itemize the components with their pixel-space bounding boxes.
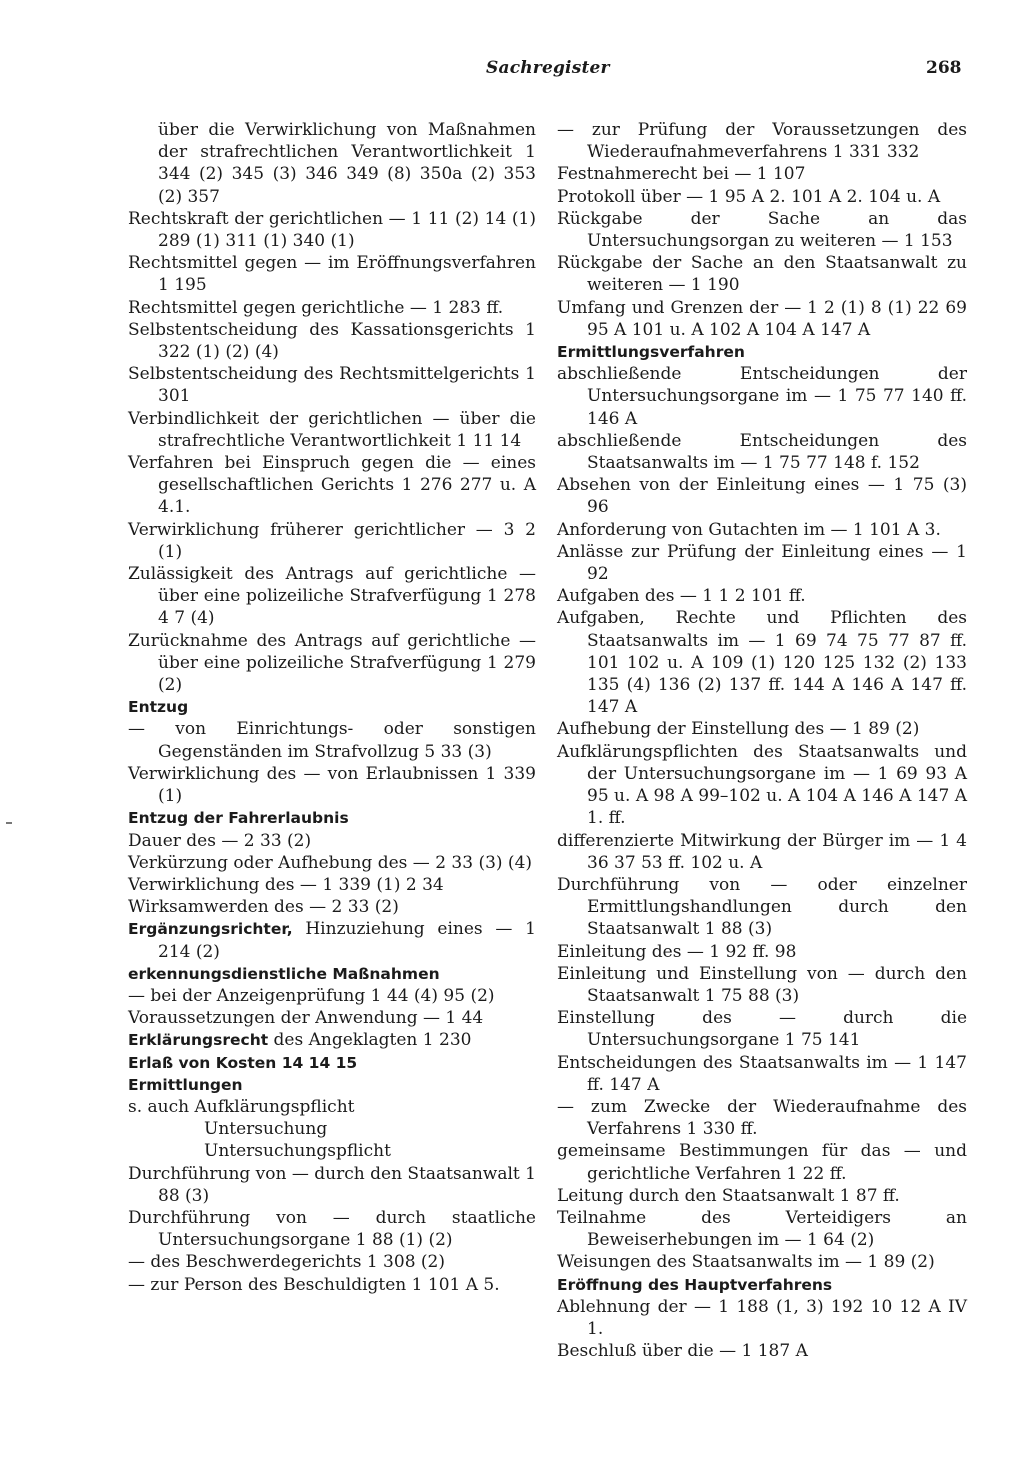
index-entry xyxy=(128,918,536,962)
index-entry-text: Verbindlichkeit der gerichtlichen — über die strafrechtliche Verantwortlichkeit 1 11 14 xyxy=(128,408,536,451)
index-entry xyxy=(557,186,967,208)
index-entry-text: Eröffnung des Hauptverfahrens xyxy=(557,1275,833,1294)
index-entry xyxy=(557,252,967,296)
index-entry xyxy=(128,297,536,319)
index-entry xyxy=(128,252,536,296)
index-entry-text: Erlaß von Kosten 14 14 15 xyxy=(128,1053,358,1072)
index-entry-text: Untersuchung xyxy=(204,1119,328,1140)
index-entry-text: gemeinsame Bestimmungen für das — und gerichtliche Verfahren 1 22 ff. xyxy=(557,1141,967,1184)
index-entry-text: Durchführung von — durch staatliche Untersuchungsorgane 1 88 (1) (2) xyxy=(128,1207,536,1251)
index-entry-text: — des Beschwerdegerichts 1 308 (2) xyxy=(128,1252,445,1273)
index-entry-text: Verwirklichung des — 1 339 (1) 2 34 xyxy=(128,874,444,895)
index-entry-text: Aufgaben, Rechte und Pflichten des Staatsanwalts im — 1 69 74 75 77 87 ff. 101 102 u. A 109 (1) 120 125 132 (2) 133 135 (4) 136 (2) 137 ff. 144 A 146 A 147 ff. 147 A xyxy=(557,608,967,718)
index-entry-text: Aufhebung der Einstellung des — 1 89 (2) xyxy=(557,719,920,740)
index-entry xyxy=(557,1052,967,1096)
index-entry xyxy=(128,119,536,208)
index-entry-text: über die Verwirklichung von Maßnahmen der strafrechtlichen Verantwortlichkeit 1 344 (2) 345 (3) 346 349 (8) 350a (2) 353 (2) 357 xyxy=(158,120,536,207)
index-entry-text: des Angeklagten 1 230 xyxy=(268,1030,472,1051)
index-entry-text: — bei der Anzeigenprüfung 1 44 (4) 95 (2) xyxy=(128,985,495,1006)
index-entry xyxy=(128,1251,536,1273)
index-entry-text: Anforderung von Gutachten im — 1 101 A 3. xyxy=(557,519,941,540)
index-entry xyxy=(557,297,967,341)
index-entry xyxy=(557,963,967,1007)
index-entry xyxy=(557,741,967,830)
index-entry-text: Umfang und Grenzen der — 1 2 (1) 8 (1) 22 69 95 A 101 u. A 102 A 104 A 147 A xyxy=(557,297,967,340)
index-entry xyxy=(557,718,967,740)
index-entry xyxy=(128,896,536,918)
index-entry-text: Wirksamwerden des — 2 33 (2) xyxy=(128,897,399,918)
index-entry xyxy=(128,1096,536,1118)
index-entry xyxy=(557,1340,967,1362)
index-entry xyxy=(557,541,967,585)
index-entry-text: Hinzuziehung eines — 1 214 (2) xyxy=(158,919,536,962)
index-entry xyxy=(557,585,967,607)
index-entry xyxy=(128,985,536,1007)
index-entry-text: Einstellung des — durch die Untersuchungsorgane 1 75 141 xyxy=(557,1008,967,1051)
index-entry xyxy=(557,607,967,718)
index-entry-text: Ermittlungen xyxy=(128,1075,243,1094)
index-heading xyxy=(128,1052,536,1074)
margin-mark xyxy=(6,822,12,824)
index-entry-text: Teilnahme des Verteidigers an Beweiserhebungen im — 1 64 (2) xyxy=(557,1207,967,1251)
index-entry xyxy=(557,1140,967,1184)
index-entry xyxy=(557,474,967,518)
index-entry-text: — von Einrichtungs- oder sonstigen Gegenständen im Strafvollzug 5 33 (3) xyxy=(128,719,536,762)
index-entry-text: Ermittlungsverfahren xyxy=(557,343,745,362)
index-entry-text: Beschluß über die — 1 187 A xyxy=(557,1341,808,1362)
index-entry-text: — zum Zwecke der Wiederaufnahme des Verfahrens 1 330 ff. xyxy=(557,1096,967,1140)
index-entry xyxy=(128,519,536,563)
index-entry xyxy=(557,1251,967,1273)
index-entry xyxy=(128,763,536,807)
index-entry-text: abschließende Entscheidungen der Untersuchungsorgane im — 1 75 77 140 ff. 146 A xyxy=(557,364,967,429)
index-entry-text: Rechtsmittel gegen — im Eröffnungsverfahren 1 195 xyxy=(128,253,536,296)
index-entry-text: Rückgabe der Sache an das Untersuchungsorgan zu weiteren — 1 153 xyxy=(557,208,967,252)
index-entry-text: Ablehnung der — 1 188 (1, 3) 192 10 12 A IV 1. xyxy=(557,1296,967,1339)
index-entry-text: erkennungsdienstliche Maßnahmen xyxy=(128,964,440,983)
index-entry xyxy=(557,1096,967,1140)
index-heading xyxy=(128,807,536,829)
index-entry-text: Verwirklichung früherer gerichtlicher — 3 2 (1) xyxy=(128,519,536,562)
index-entry xyxy=(557,1296,967,1340)
index-entry xyxy=(557,208,967,252)
index-entry xyxy=(128,363,536,407)
index-entry-text: Entscheidungen des Staatsanwalts im — 1 147 ff. 147 A xyxy=(557,1052,967,1095)
index-entry xyxy=(128,874,536,896)
index-entry xyxy=(557,830,967,874)
index-heading xyxy=(128,1074,536,1096)
index-entry-text: Selbstentscheidung des Rechtsmittelgerichts 1 301 xyxy=(128,364,536,407)
index-entry-text: Weisungen des Staatsanwalts im — 1 89 (2) xyxy=(557,1252,935,1273)
index-entry-text: Anlässe zur Prüfung der Einleitung eines — 1 92 xyxy=(557,541,967,585)
index-heading xyxy=(557,1274,967,1296)
index-entry xyxy=(557,941,967,963)
index-entry-text: Rechtskraft der gerichtlichen — 1 11 (2) 14 (1) 289 (1) 311 (1) 340 (1) xyxy=(128,208,536,252)
index-entry-text: Durchführung von — oder einzelner Ermittlungshandlungen durch den Staatsanwalt 1 88 (3) xyxy=(557,874,967,940)
index-entry xyxy=(128,630,536,697)
index-entry xyxy=(128,452,536,519)
index-column-left xyxy=(128,119,536,1296)
index-entry xyxy=(557,163,967,185)
index-entry xyxy=(557,363,967,430)
index-entry-text: Leitung durch den Staatsanwalt 1 87 ff. xyxy=(557,1185,900,1206)
index-entry xyxy=(128,408,536,452)
index-entry-text: Festnahmerecht bei — 1 107 xyxy=(557,164,806,185)
index-entry xyxy=(128,319,536,363)
index-entry-text: differenzierte Mitwirkung der Bürger im — 1 4 36 37 53 ff. 102 u. A xyxy=(557,830,967,873)
index-entry xyxy=(128,718,536,762)
index-entry-keyword: Ergänzungsrichter, xyxy=(128,920,293,939)
running-header-title: Sachregister xyxy=(486,58,610,78)
index-entry-text: Einleitung des — 1 92 ff. 98 xyxy=(557,941,797,962)
index-entry-text: Einleitung und Einstellung von — durch den Staatsanwalt 1 75 88 (3) xyxy=(557,963,967,1006)
index-entry-text: Verwirklichung des — von Erlaubnissen 1 339 (1) xyxy=(128,763,536,807)
index-entry-text: Durchführung von — durch den Staatsanwalt 1 88 (3) xyxy=(128,1163,536,1206)
index-heading xyxy=(128,696,536,718)
index-entry xyxy=(128,208,536,252)
index-entry xyxy=(557,874,967,941)
index-entry xyxy=(557,430,967,474)
index-entry-text: Zulässigkeit des Antrags auf gerichtliche — über eine polizeiliche Strafverfügung 1 278 4 7 (4) xyxy=(128,564,536,629)
index-entry xyxy=(557,1207,967,1251)
index-entry-text: Dauer des — 2 33 (2) xyxy=(128,830,312,851)
index-entry-text: Entzug xyxy=(128,698,189,717)
page-number: 268 xyxy=(926,58,962,78)
index-entry xyxy=(128,1029,536,1051)
index-entry-text: Zurücknahme des Antrags auf gerichtliche — über eine polizeiliche Strafverfügung 1 279 (2) xyxy=(128,630,536,696)
index-entry xyxy=(557,519,967,541)
index-entry-text: Voraussetzungen der Anwendung — 1 44 xyxy=(128,1008,484,1029)
index-entry-text: Aufklärungspflichten des Staatsanwalts und der Untersuchungsorgane im — 1 69 93 A 95 u. A 98 A 99–102 u. A 104 A 146 A 147 A 1. ff. xyxy=(557,741,967,829)
index-entry xyxy=(128,830,536,852)
index-entry-text: — zur Prüfung der Voraussetzungen des Wiederaufnahmeverfahrens 1 331 332 xyxy=(557,120,967,163)
index-heading xyxy=(557,341,967,363)
index-entry xyxy=(128,1163,536,1207)
index-entry xyxy=(557,1185,967,1207)
index-entry-text: Absehen von der Einleitung eines — 1 75 (3) 96 xyxy=(557,475,967,518)
index-entry-text: Protokoll über — 1 95 A 2. 101 A 2. 104 u. A xyxy=(557,186,941,207)
index-entry-text: Rückgabe der Sache an den Staatsanwalt zu weiteren — 1 190 xyxy=(557,253,967,296)
index-entry-text: Selbstentscheidung des Kassationsgerichts 1 322 (1) (2) (4) xyxy=(128,319,536,363)
index-entry xyxy=(128,563,536,630)
index-entry-text: abschließende Entscheidungen des Staatsanwalts im — 1 75 77 148 f. 152 xyxy=(557,430,967,474)
index-entry xyxy=(128,852,536,874)
index-entry-text: Untersuchungspflicht xyxy=(204,1141,391,1162)
index-entry-keyword: Erklärungsrecht xyxy=(128,1031,269,1050)
index-entry-text: Rechtsmittel gegen gerichtliche — 1 283 ff. xyxy=(128,297,504,318)
index-entry xyxy=(128,1207,536,1251)
index-entry xyxy=(128,1007,536,1029)
index-entry xyxy=(128,1118,536,1140)
index-entry-text: s. auch Aufklärungspflicht xyxy=(128,1096,355,1117)
index-heading xyxy=(128,963,536,985)
index-entry-text: Verfahren bei Einspruch gegen die — eines gesellschaftlichen Gerichts 1 276 277 u. A 4.1. xyxy=(128,453,536,518)
index-entry-text: Entzug der Fahrerlaubnis xyxy=(128,809,349,828)
index-entry-text: — zur Person des Beschuldigten 1 101 A 5. xyxy=(128,1274,500,1295)
index-entry xyxy=(128,1274,536,1296)
index-entry-text: Aufgaben des — 1 1 2 101 ff. xyxy=(557,586,806,607)
index-entry-text: Verkürzung oder Aufhebung des — 2 33 (3) (4) xyxy=(128,852,533,873)
index-entry xyxy=(128,1140,536,1162)
index-column-right xyxy=(557,119,967,1362)
index-entry xyxy=(557,119,967,163)
index-entry xyxy=(557,1007,967,1051)
